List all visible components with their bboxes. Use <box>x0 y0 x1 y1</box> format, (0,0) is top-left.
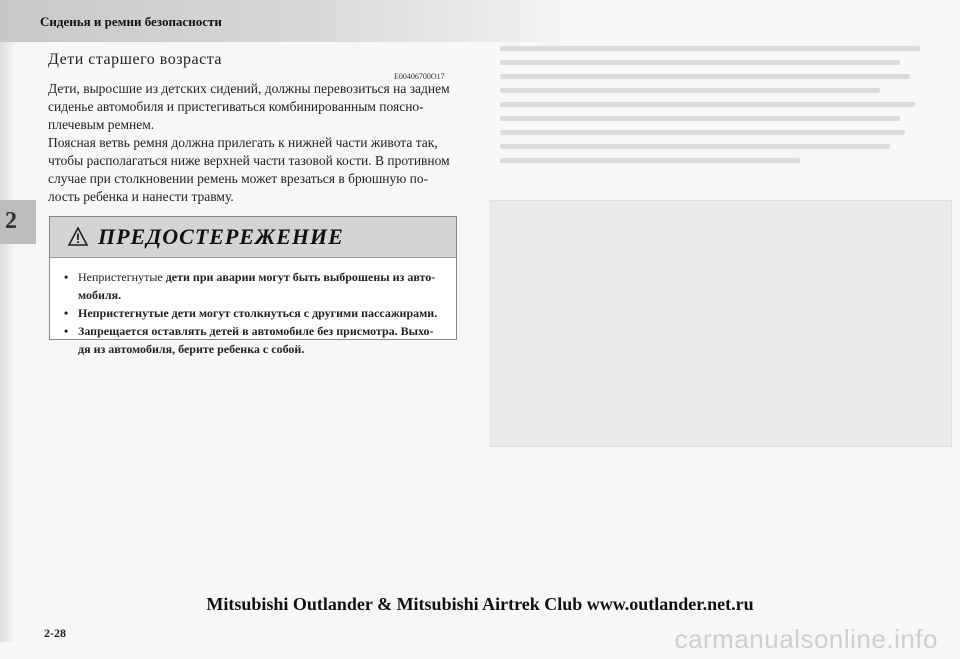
section-body <box>48 80 458 206</box>
warning-box <box>49 216 457 356</box>
site-watermark: carmanualsonline.info <box>674 624 938 654</box>
warning-list <box>50 258 456 358</box>
chapter-number: 2 <box>5 208 17 234</box>
page-number: 2-28 <box>44 626 66 640</box>
warning-item <box>64 268 446 304</box>
warning-item-text: дети при аварии могут быть выброшены из авто-мобиля. <box>78 270 436 302</box>
section-title: Дети старшего возраста <box>48 51 222 68</box>
warning-item-text: Запрещается оставлять детей в автомобиле без присмотра. Выхо-дя из автомобиля, берите ребенка с собой. <box>78 324 434 356</box>
chapter-header-title: Сиденья и ремни безопасности <box>40 14 222 29</box>
warning-title: ПРЕДОСТЕРЕЖЕНИЕ <box>98 224 344 249</box>
paragraph: Дети, выросшие из детских сидений, должны перевозиться на заднем сиденье автомобиля и пристегиваться комбинированным поясно-плечевым ремнем. <box>48 81 450 132</box>
warning-item <box>64 304 446 322</box>
club-footer-text: Mitsubishi Outlander & Mitsubishi Airtrek Club www.outlander.net.ru <box>206 594 754 614</box>
bullet: • <box>64 306 69 320</box>
warning-item <box>64 322 446 358</box>
paragraph: Поясная ветвь ремня должна прилегать к нижней части живота так, чтобы располагаться ниже верхней части тазовой кости. В противном случае при столкновении ремень может врезаться в брюшную по-лость ребенка и нанести травму. <box>48 135 450 204</box>
warning-item-lead: Непристегнутые <box>78 270 166 284</box>
reverse-page-bleed <box>480 40 950 540</box>
section-code: E00406700O17 <box>394 72 445 81</box>
bullet: • <box>64 324 69 338</box>
page-edge-shadow <box>0 42 16 642</box>
warning-item-text: Непристегнутые дети могут столкнуться с другими пассажирами. <box>78 306 438 320</box>
warning-triangle-icon <box>68 227 88 247</box>
warning-header <box>50 217 456 258</box>
bullet: • <box>64 270 69 284</box>
